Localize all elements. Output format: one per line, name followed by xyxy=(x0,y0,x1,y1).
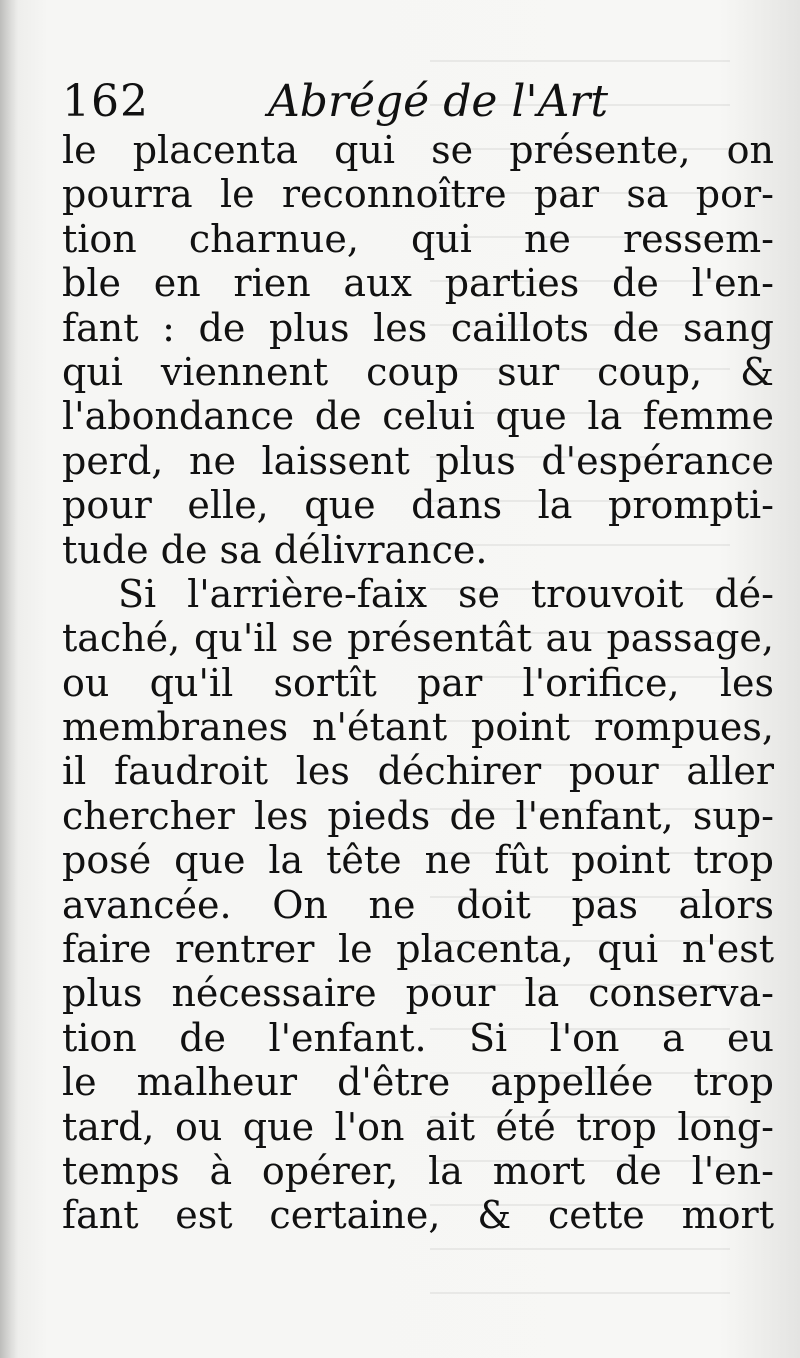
text-line: membranes n'étant point rompues, xyxy=(62,705,774,750)
text-line: avancée. On ne doit pas alors xyxy=(62,882,774,927)
text-line: l'abondance de celui que la femme xyxy=(62,394,774,439)
text-line: tion charnue, qui ne ressem- xyxy=(62,216,774,261)
text-line: chercher les pieds de l'enfant, sup- xyxy=(62,793,774,838)
text-line: ou qu'il sortît par l'orifice, les xyxy=(62,660,774,705)
text-line: fant : de plus les caillots de sang xyxy=(62,305,774,350)
text-line: qui viennent coup sur coup, & xyxy=(62,349,774,394)
text-line: le malheur d'être appellée trop xyxy=(62,1060,774,1105)
paragraph-2 xyxy=(62,572,774,1238)
text-line: taché, qu'il se présentât au passage, xyxy=(62,616,774,661)
text-line: tude de sa délivrance. xyxy=(62,527,488,572)
page-header xyxy=(62,72,762,132)
text-line: temps à opérer, la mort de l'en- xyxy=(62,1148,774,1193)
text-line: pour elle, que dans la prompti- xyxy=(62,483,774,528)
text-line: perd, ne laissent plus d'espérance xyxy=(62,438,774,483)
paragraph-1 xyxy=(62,128,774,572)
text-line: posé que la tête ne fût point trop xyxy=(62,838,774,883)
text-line: faire rentrer le placenta, qui n'est xyxy=(62,927,774,972)
text-line: Si l'arrière-faix se trouvoit dé- xyxy=(118,571,774,616)
text-line: pourra le reconnoître par sa por- xyxy=(62,172,774,217)
running-head: Abrégé de l'Art xyxy=(268,76,609,127)
text-line: ble en rien aux parties de l'en- xyxy=(62,261,774,306)
page-gutter-shadow xyxy=(0,0,18,1358)
text-line: plus nécessaire pour la conserva- xyxy=(62,971,774,1016)
body-text xyxy=(62,128,774,1238)
text-line: tard, ou que l'on ait été trop long- xyxy=(62,1104,774,1149)
page-number: 162 xyxy=(62,76,149,127)
text-line: le placenta qui se présente, on xyxy=(62,128,774,172)
text-line: tion de l'enfant. Si l'on a eu xyxy=(62,1015,774,1060)
text-line: il faudroit les déchirer pour aller xyxy=(62,749,774,794)
text-line: fant est certaine, & cette mort xyxy=(62,1193,774,1238)
